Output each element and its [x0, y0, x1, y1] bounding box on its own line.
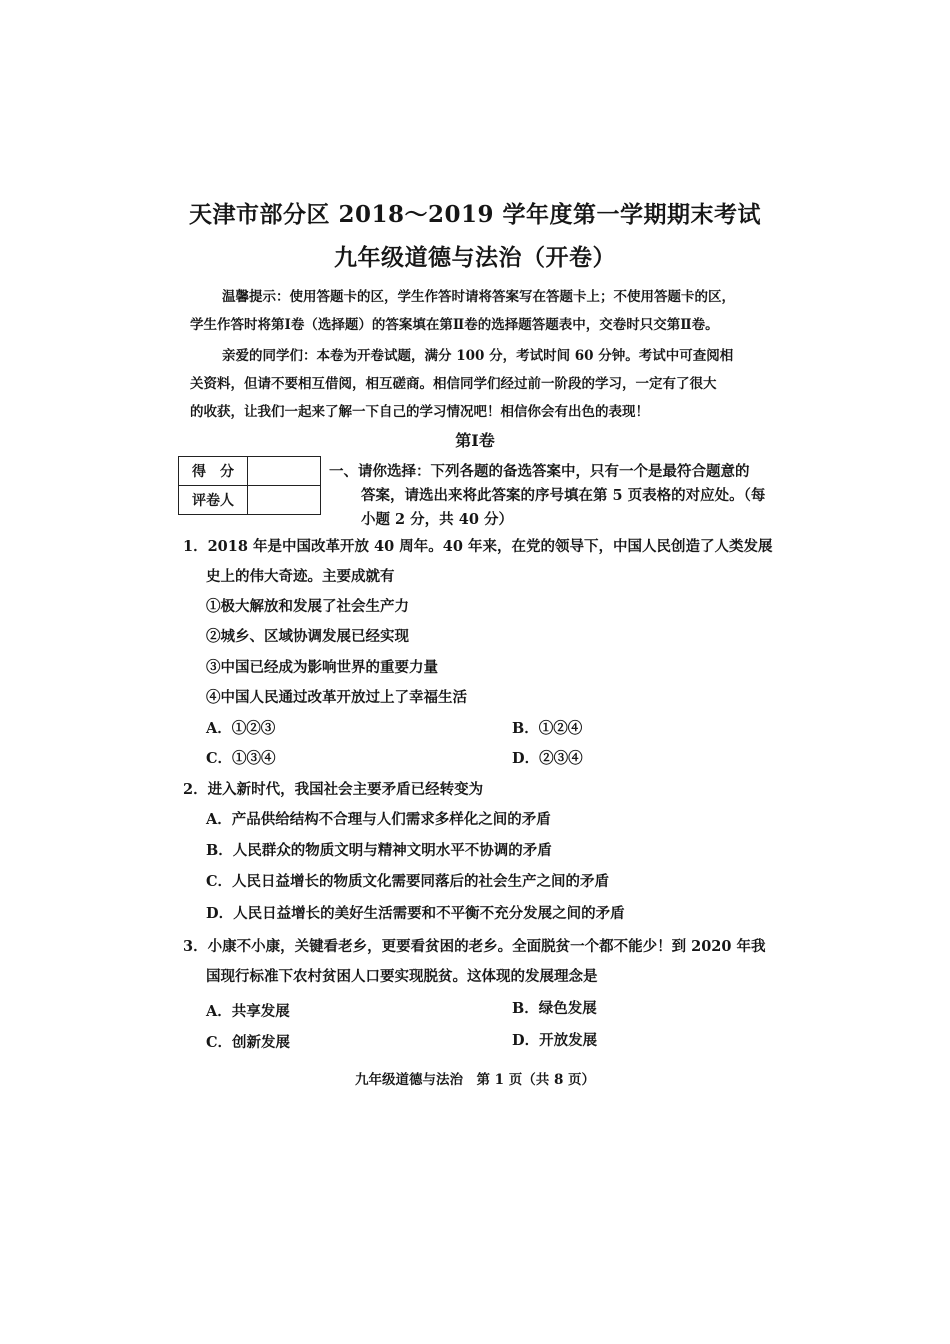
notice-line-1 [222, 285, 735, 305]
q1-stem-line-2: 史上的伟大奇迹。主要成就有 [206, 568, 395, 585]
q1-option-d: D．②③④ [512, 750, 583, 767]
q1-option-b: B．①②④ [512, 720, 583, 737]
notice-text-1: 使用答题卡的区，学生作答时请将答案写在答题卡上；不使用答题卡的区， [289, 289, 735, 305]
score-table [178, 456, 321, 515]
q1-option-c: C．①③④ [206, 750, 276, 767]
q3-option-d: D．开放发展 [512, 1032, 598, 1049]
section-title: 第Ⅰ卷 [455, 431, 495, 450]
q1-statement-4: ④中国人民通过改革开放过上了幸福生活 [206, 689, 467, 706]
notice-label: 温馨提示： [222, 289, 290, 305]
grader-label: 评卷人 [179, 486, 248, 515]
q2-stem: 2．进入新时代，我国社会主要矛盾已经转变为 [183, 781, 484, 798]
q2-option-d: D．人民日益增长的美好生活需要和不平衡不充分发展之间的矛盾 [206, 905, 625, 922]
q2-option-a: A．产品供给结构不合理与人们需求多样化之间的矛盾 [206, 811, 551, 828]
score-cell [248, 457, 321, 486]
q1-stem-line-1: 1．2018 年是中国改革开放 40 周年。40 年来，在党的领导下，中国人民创造了人类发展 [183, 538, 773, 555]
grader-cell [248, 486, 321, 515]
exam-subtitle: 九年级道德与法治（开卷） [334, 244, 616, 271]
q2-option-c: C．人民日益增长的物质文化需要同落后的社会生产之间的矛盾 [206, 873, 610, 890]
q3-stem-line-1: 3．小康不小康，关键看老乡，更要看贫困的老乡。全面脱贫一个都不能少！到 2020 年我 [183, 938, 766, 955]
q1-statement-1: ①极大解放和发展了社会生产力 [206, 598, 409, 615]
q2-option-b: B．人民群众的物质文明与精神文明水平不协调的矛盾 [206, 842, 552, 859]
instruction-line-2: 答案，请选出来将此答案的序号填在第 5 页表格的对应处。（每 [361, 487, 766, 504]
exam-title: 天津市部分区 2018～2019 学年度第一学期期末考试 [188, 201, 762, 228]
greeting-line-3: 的收获，让我们一起来了解一下自己的学习情况吧！相信你会有出色的表现！ [190, 404, 649, 420]
greeting-line-1 [222, 344, 733, 364]
greeting-line-2: 关资料，但请不要相互借阅，相互磋商。相信同学们经过前一阶段的学习，一定有了很大 [190, 376, 717, 392]
q1-statement-3: ③中国已经成为影响世界的重要力量 [206, 659, 438, 676]
greeting-text-1: 本卷为开卷试题，满分 100 分，考试时间 60 分钟。考试中可查阅相 [316, 348, 734, 364]
greeting-label: 亲爱的同学们： [222, 348, 317, 364]
page-footer: 九年级道德与法治 第 1 页（共 8 页） [354, 1072, 596, 1088]
q3-option-a: A．共享发展 [206, 1003, 290, 1020]
q1-option-a: A．①②③ [206, 720, 276, 737]
notice-line-2: 学生作答时将第Ⅰ卷（选择题）的答案填在第Ⅱ卷的选择题答题表中，交卷时只交第Ⅱ卷。 [190, 317, 719, 333]
q3-option-b: B．绿色发展 [512, 1000, 597, 1017]
q1-statement-2: ②城乡、区域协调发展已经实现 [206, 628, 409, 645]
q3-stem-line-2: 国现行标准下农村贫困人口要实现脱贫。这体现的发展理念是 [206, 968, 598, 985]
q3-option-c: C．创新发展 [206, 1034, 291, 1051]
score-label: 得 分 [179, 457, 248, 486]
instruction-line-1: 一、请你选择：下列各题的备选答案中，只有一个是最符合题意的 [329, 463, 750, 480]
instruction-line-3: 小题 2 分，共 40 分） [361, 511, 513, 528]
